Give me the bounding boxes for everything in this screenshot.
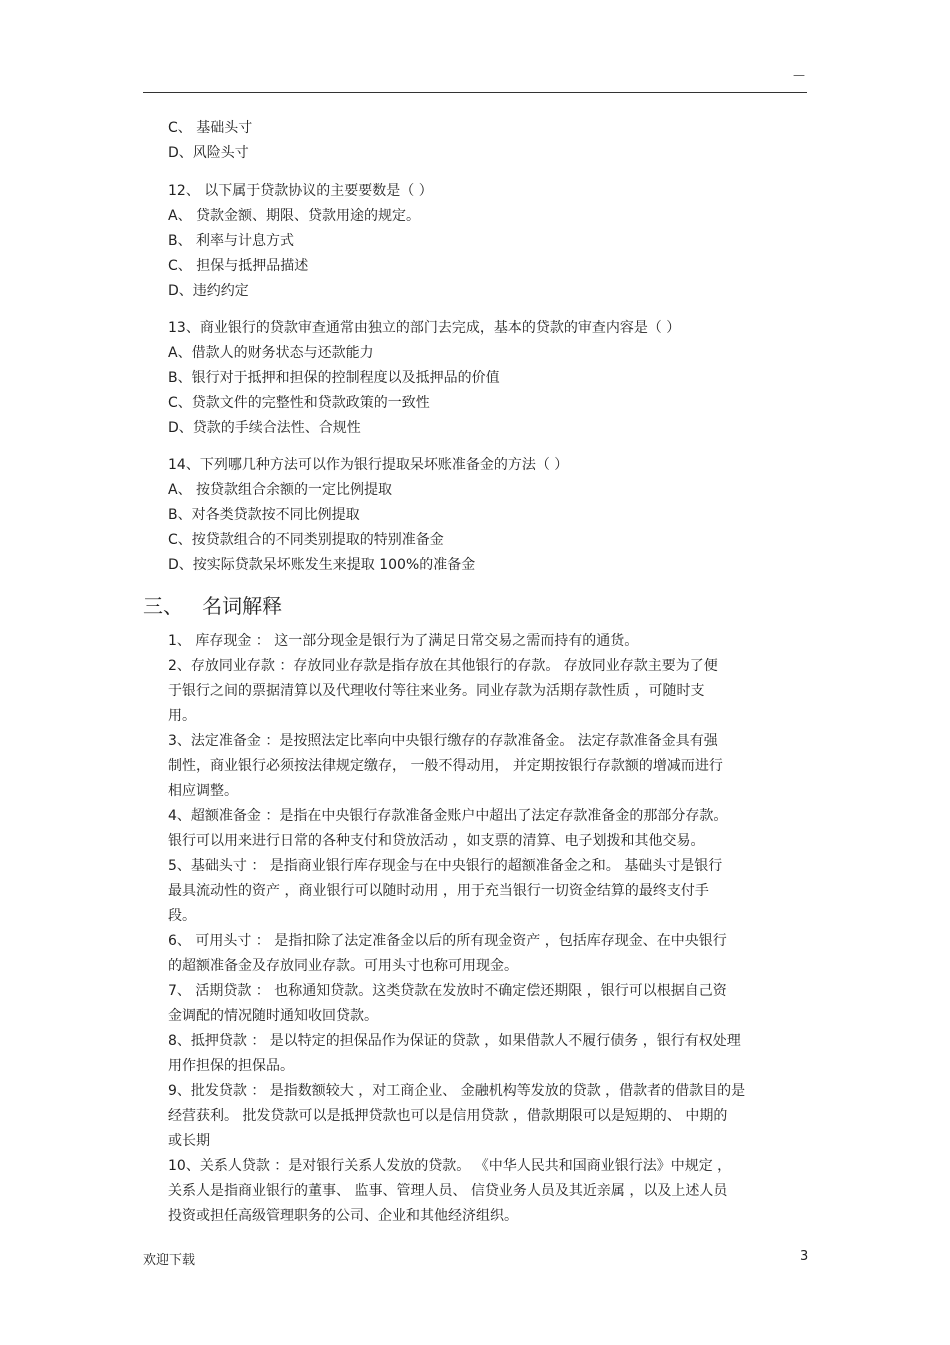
definition-line: 用。 xyxy=(168,708,196,724)
definition-line: 的超额准备金及存放同业存款。可用头寸也称可用现金。 xyxy=(168,958,518,974)
option-line: C、 担保与抵押品描述 xyxy=(168,258,309,274)
option-line: D、风险头寸 xyxy=(168,145,249,161)
header-mark: — xyxy=(793,68,805,82)
definition-line: 3、法定准备金 ：是按照法定比率向中央银行缴存的存款准备金。 法定存款准备金具有强 xyxy=(168,733,718,749)
definition-line: 关系人是指商业银行的董事、 监事、管理人员、 信贷业务人员及其近亲属 ，以及上述人员 xyxy=(168,1183,728,1199)
question-stem: 14、下列哪几种方法可以作为银行提取呆坏账准备金的方法（ ） xyxy=(168,457,569,473)
definition-line: 经营获利。 批发贷款可以是抵押贷款也可以是信用贷款 ，借款期限可以是短期的、 中期的 xyxy=(168,1108,728,1124)
definition-line: 9、批发贷款 ： 是指数额较大 ，对工商企业、 金融机构等发放的贷款 ，借款者的借款目的是 xyxy=(168,1083,746,1099)
definition-line: 制性，商业银行必须按法律规定缴存， 一般不得动用， 并定期按银行存款额的增减而进行 xyxy=(168,758,723,774)
option-line: A、 按贷款组合余额的一定比例提取 xyxy=(168,482,393,498)
question-stem: 13、商业银行的贷款审查通常由独立的部门去完成，基本的贷款的审查内容是（ ） xyxy=(168,320,681,336)
option-line: A、借款人的财务状态与还款能力 xyxy=(168,345,374,361)
option-line: B、对各类贷款按不同比例提取 xyxy=(168,507,360,523)
question-stem: 12、 以下属于贷款协议的主要要数是（ ） xyxy=(168,183,433,199)
page-number: 3 xyxy=(800,1249,809,1264)
definition-line: 2、存放同业存款 ：存放同业存款是指存放在其他银行的存款。 存放同业存款主要为了便 xyxy=(168,658,718,674)
option-line: B、银行对于抵押和担保的控制程度以及抵押品的价值 xyxy=(168,370,500,386)
definition-line: 最具流动性的资产 ，商业银行可以随时动用 ，用于充当银行一切资金结算的最终支付手 xyxy=(168,883,709,899)
header-rule xyxy=(143,92,807,93)
option-line: B、 利率与计息方式 xyxy=(168,233,295,249)
option-line: D、违约约定 xyxy=(168,283,249,299)
section-heading: 三、 名词解释 xyxy=(143,594,283,618)
definition-line: 1、 库存现金 ： 这一部分现金是银行为了满足日常交易之需而持有的通货。 xyxy=(168,633,639,649)
definition-line: 8、抵押贷款 ： 是以特定的担保品作为保证的贷款 ，如果借款人不履行债务 ，银行有权处理 xyxy=(168,1033,741,1049)
option-line: D、按实际贷款呆坏账发生来提取 100%的准备金 xyxy=(168,557,476,573)
definition-line: 或长期 xyxy=(168,1133,210,1149)
definition-line: 4、超额准备金 ：是指在中央银行存款准备金账户中超出了法定存款准备金的那部分存款。 xyxy=(168,808,728,824)
definition-line: 用作担保的担保品。 xyxy=(168,1058,294,1074)
option-line: C、按贷款组合的不同类别提取的特别准备金 xyxy=(168,532,444,548)
definition-line: 投资或担任高级管理职务的公司、企业和其他经济组织。 xyxy=(168,1208,518,1224)
definition-line: 于银行之间的票据清算以及代理收付等往来业务。同业存款为活期存款性质 ，可随时支 xyxy=(168,683,705,699)
definition-line: 段。 xyxy=(168,908,196,924)
option-line: C、贷款文件的完整性和贷款政策的一致性 xyxy=(168,395,430,411)
definition-line: 7、 活期贷款 ： 也称通知贷款。这类贷款在发放时不确定偿还期限 ，银行可以根据自己资 xyxy=(168,983,727,999)
definition-line: 银行可以用来进行日常的各种支付和贷放活动 ，如支票的清算、电子划拨和其他交易。 xyxy=(168,833,705,849)
definition-line: 5、基础头寸 ： 是指商业银行库存现金与在中央银行的超额准备金之和。 基础头寸是银行 xyxy=(168,858,723,874)
option-line: A、 贷款金额、期限、贷款用途的规定。 xyxy=(168,208,421,224)
definition-line: 6、 可用头寸 ： 是指扣除了法定准备金以后的所有现金资产 ，包括库存现金、在中央银行 xyxy=(168,933,727,949)
footer-text: 欢迎下载 xyxy=(143,1253,196,1268)
definition-line: 相应调整。 xyxy=(168,783,238,799)
option-line: C、 基础头寸 xyxy=(168,120,253,136)
option-line: D、贷款的手续合法性、合规性 xyxy=(168,420,361,436)
definition-line: 10、关系人贷款 ：是对银行关系人发放的贷款。 《中华人民共和国商业银行法》中规定 ， xyxy=(168,1158,732,1174)
definition-line: 金调配的情况随时通知收回贷款。 xyxy=(168,1008,378,1024)
